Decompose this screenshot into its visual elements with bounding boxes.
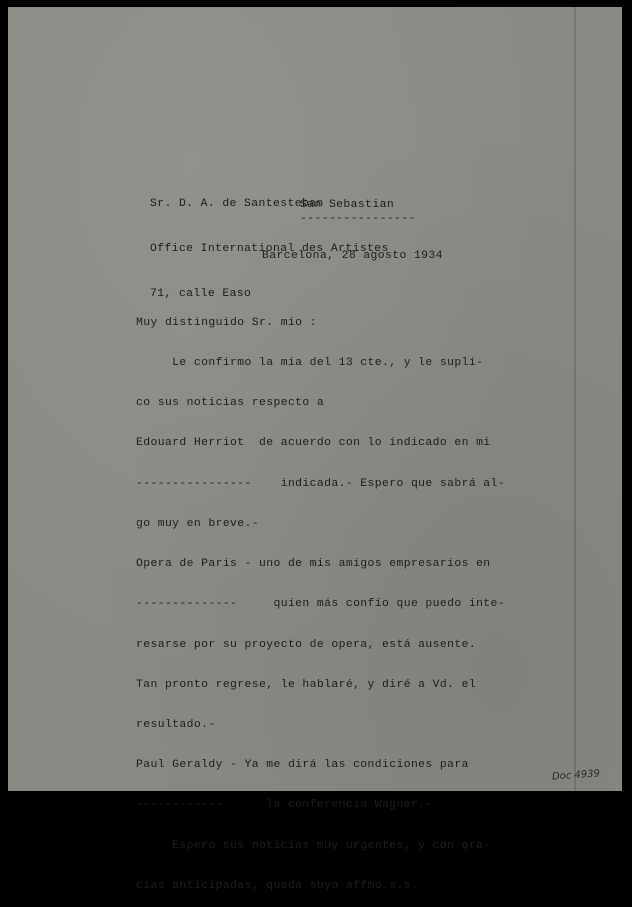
letter-body <box>136 290 505 907</box>
body-line: Tan pronto regrese, le hablaré, y diré a Vd. el <box>136 678 477 691</box>
recipient-street: 71, calle Easo <box>150 288 252 300</box>
body-line: Espero sus noticias muy urgentes, y con gra- <box>136 839 491 852</box>
city-underline: ---------------- <box>300 213 416 225</box>
body-line: Opera de Paris - uno de mis amigos empresarios en <box>136 558 491 571</box>
page-fold <box>574 7 576 791</box>
recipient-organization: Office International des Artistes <box>150 243 389 255</box>
body-line: resultado.- <box>136 719 216 731</box>
archive-annotation: Doc 4939 <box>551 768 601 783</box>
body-line: Edouard Herriot de acuerdo con lo indicado en mi <box>136 437 491 450</box>
body-line: Paul Geraldy - Ya me dirá las condiciones para <box>136 759 469 772</box>
body-line: resarse por su proyecto de opera, está ausente. <box>136 638 477 651</box>
closing-line: cias anticipadas, queda suyo affmo.s.s. <box>136 879 419 892</box>
recipient-city: San Sebastian <box>300 199 395 211</box>
letter-date: Barcelona, 28 agosto 1934 <box>262 250 443 262</box>
recipient-name: Sr. D. A. de Santesteban <box>150 198 324 210</box>
salutation: Muy distinguido Sr. mio : <box>136 316 317 329</box>
body-line: -------------- quien más confío que puedo inte- <box>136 598 506 611</box>
body-line: Le confirmo la mia del 13 cte., y le suplí- <box>136 357 484 370</box>
body-line: ------------ la conferencia Wagner.- <box>136 799 433 812</box>
body-line: ---------------- indicada.- Espero que sabrá al- <box>136 477 506 490</box>
body-line: co sus noticias respecto a <box>136 397 325 410</box>
body-line: go muy en breve.- <box>136 517 260 530</box>
